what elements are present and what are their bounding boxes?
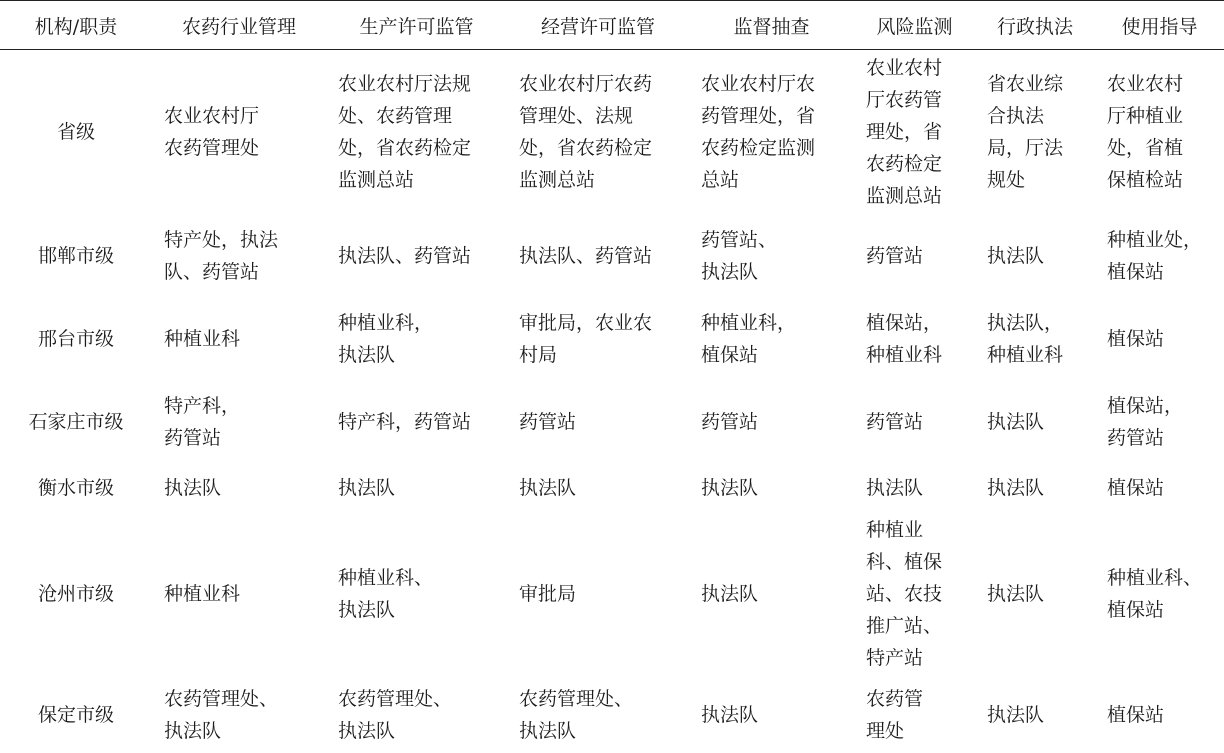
cell-text: 邢台市级 xyxy=(38,328,114,350)
cell-text: 省农业综 合执法 局，厅法 规处 xyxy=(987,73,1063,191)
cell-text: 执法队 xyxy=(987,704,1044,726)
table-cell xyxy=(854,464,975,512)
table-row xyxy=(0,298,1224,380)
table-cell xyxy=(689,676,854,753)
table-cell xyxy=(975,50,1095,215)
row-label xyxy=(0,380,152,464)
cell-text: 植保站 xyxy=(1107,328,1164,350)
table-cell xyxy=(689,464,854,512)
row-label xyxy=(0,464,152,512)
cell-text: 执法队 xyxy=(987,477,1044,499)
table-cell xyxy=(854,298,975,380)
cell-text: 执法队 xyxy=(987,583,1044,605)
cell-text: 石家庄市级 xyxy=(28,411,123,433)
table-cell xyxy=(152,214,326,298)
table-cell xyxy=(975,298,1095,380)
cell-text: 农药管 理处 xyxy=(866,688,923,742)
table-row xyxy=(0,676,1224,753)
table-row xyxy=(0,380,1224,464)
header-spot-check: 监督抽查 xyxy=(689,1,854,50)
cell-text: 植保站， 药管站 xyxy=(1107,395,1183,449)
table-cell xyxy=(326,464,507,512)
cell-text: 执法队 xyxy=(987,411,1044,433)
cell-text: 药管站 xyxy=(701,411,758,433)
table-cell xyxy=(689,214,854,298)
row-label xyxy=(0,214,152,298)
table-cell xyxy=(326,298,507,380)
cell-text: 执法队、药管站 xyxy=(519,245,652,267)
table-cell xyxy=(1095,50,1224,215)
table-cell xyxy=(152,512,326,676)
cell-text: 药管站、 执法队 xyxy=(701,229,777,283)
cell-text: 执法队 xyxy=(866,477,923,499)
table-cell xyxy=(689,50,854,215)
table-cell xyxy=(975,464,1095,512)
table-cell xyxy=(854,676,975,753)
cell-text: 农药管理处、 执法队 xyxy=(519,688,633,742)
row-label xyxy=(0,512,152,676)
table-cell xyxy=(1095,298,1224,380)
table-cell xyxy=(1095,464,1224,512)
table-cell xyxy=(326,214,507,298)
cell-text: 种植业科， 执法队 xyxy=(338,312,433,366)
cell-text: 执法队、药管站 xyxy=(338,245,471,267)
cell-text: 执法队 xyxy=(338,477,395,499)
header-usage-guidance: 使用指导 xyxy=(1095,1,1224,50)
header-law-enforcement: 行政执法 xyxy=(975,1,1095,50)
cell-text: 种植业处， 植保站 xyxy=(1107,229,1202,283)
cell-text: 种植业科 xyxy=(164,583,240,605)
table-cell xyxy=(326,512,507,676)
cell-text: 特产科， 药管站 xyxy=(164,395,240,449)
cell-text: 农药管理处、 执法队 xyxy=(338,688,452,742)
table-cell xyxy=(507,298,689,380)
table-cell xyxy=(152,676,326,753)
table-cell xyxy=(326,50,507,215)
table-cell xyxy=(507,214,689,298)
cell-text: 特产科，药管站 xyxy=(338,411,471,433)
cell-text: 审批局，农业农 村局 xyxy=(519,312,652,366)
cell-text: 植保站 xyxy=(1107,477,1164,499)
cell-text: 执法队 xyxy=(164,477,221,499)
table-cell xyxy=(326,676,507,753)
table-row xyxy=(0,214,1224,298)
table-cell xyxy=(507,512,689,676)
cell-text: 种植业科， 植保站 xyxy=(701,312,796,366)
table-cell xyxy=(507,380,689,464)
table-cell xyxy=(152,50,326,215)
cell-text: 农业农村 厅种植业 处，省植 保植检站 xyxy=(1107,73,1183,191)
row-label xyxy=(0,676,152,753)
cell-text: 执法队 xyxy=(519,477,576,499)
cell-text: 药管站 xyxy=(866,411,923,433)
cell-text: 衡水市级 xyxy=(38,477,114,499)
row-label xyxy=(0,298,152,380)
table-cell xyxy=(152,464,326,512)
cell-text: 邯郸市级 xyxy=(38,245,114,267)
table-cell xyxy=(854,512,975,676)
table-row xyxy=(0,50,1224,215)
table-cell xyxy=(689,380,854,464)
table-cell xyxy=(975,676,1095,753)
cell-text: 省级 xyxy=(57,121,95,143)
cell-text: 农药管理处、 执法队 xyxy=(164,688,278,742)
header-row xyxy=(0,1,1224,50)
cell-text: 保定市级 xyxy=(38,704,114,726)
cell-text: 执法队， 种植业科 xyxy=(987,312,1063,366)
cell-text: 植保站 xyxy=(1107,704,1164,726)
table-row xyxy=(0,464,1224,512)
cell-text: 审批局 xyxy=(519,583,576,605)
table-cell xyxy=(152,380,326,464)
cell-text: 执法队 xyxy=(701,477,758,499)
table-cell xyxy=(507,464,689,512)
header-risk-monitoring: 风险监测 xyxy=(854,1,975,50)
table-cell xyxy=(975,380,1095,464)
table-cell xyxy=(507,676,689,753)
header-industry-management: 农药行业管理 xyxy=(152,1,326,50)
cell-text: 种植业 科、植保 站、农技 推广站、 特产站 xyxy=(866,519,942,669)
cell-text: 种植业科 xyxy=(164,328,240,350)
table-cell xyxy=(507,50,689,215)
cell-text: 特产处，执法 队、药管站 xyxy=(164,229,278,283)
table-cell xyxy=(152,298,326,380)
cell-text: 药管站 xyxy=(519,411,576,433)
table-cell xyxy=(1095,380,1224,464)
table-cell xyxy=(1095,214,1224,298)
cell-text: 植保站， 种植业科 xyxy=(866,312,942,366)
table-cell xyxy=(689,298,854,380)
cell-text: 种植业科、 执法队 xyxy=(338,567,433,621)
cell-text: 执法队 xyxy=(701,583,758,605)
table-body xyxy=(0,50,1224,753)
header-business-license: 经营许可监管 xyxy=(507,1,689,50)
cell-text: 农业农村厅农药 管理处、法规 处，省农药检定 监测总站 xyxy=(519,73,652,191)
table-cell xyxy=(854,50,975,215)
cell-text: 执法队 xyxy=(701,704,758,726)
cell-text: 农业农村 厅农药管 理处，省 农药检定 监测总站 xyxy=(866,57,942,207)
table-header xyxy=(0,1,1224,50)
table-cell xyxy=(689,512,854,676)
table-cell xyxy=(1095,512,1224,676)
header-org: 机构/职责 xyxy=(0,1,152,50)
cell-text: 药管站 xyxy=(866,245,923,267)
cell-text: 农业农村厅 农药管理处 xyxy=(164,105,259,159)
header-production-license: 生产许可监管 xyxy=(326,1,507,50)
cell-text: 农业农村厅农 药管理处，省 农药检定监测 总站 xyxy=(701,73,815,191)
table-cell xyxy=(1095,676,1224,753)
table-cell xyxy=(854,214,975,298)
cell-text: 种植业科、 植保站 xyxy=(1107,567,1202,621)
table-cell xyxy=(975,512,1095,676)
cell-text: 执法队 xyxy=(987,245,1044,267)
table-cell xyxy=(326,380,507,464)
table-cell xyxy=(854,380,975,464)
table-cell xyxy=(975,214,1095,298)
cell-text: 沧州市级 xyxy=(38,583,114,605)
row-label xyxy=(0,50,152,215)
table-row xyxy=(0,512,1224,676)
cell-text: 农业农村厅法规 处、农药管理 处，省农药检定 监测总站 xyxy=(338,73,471,191)
